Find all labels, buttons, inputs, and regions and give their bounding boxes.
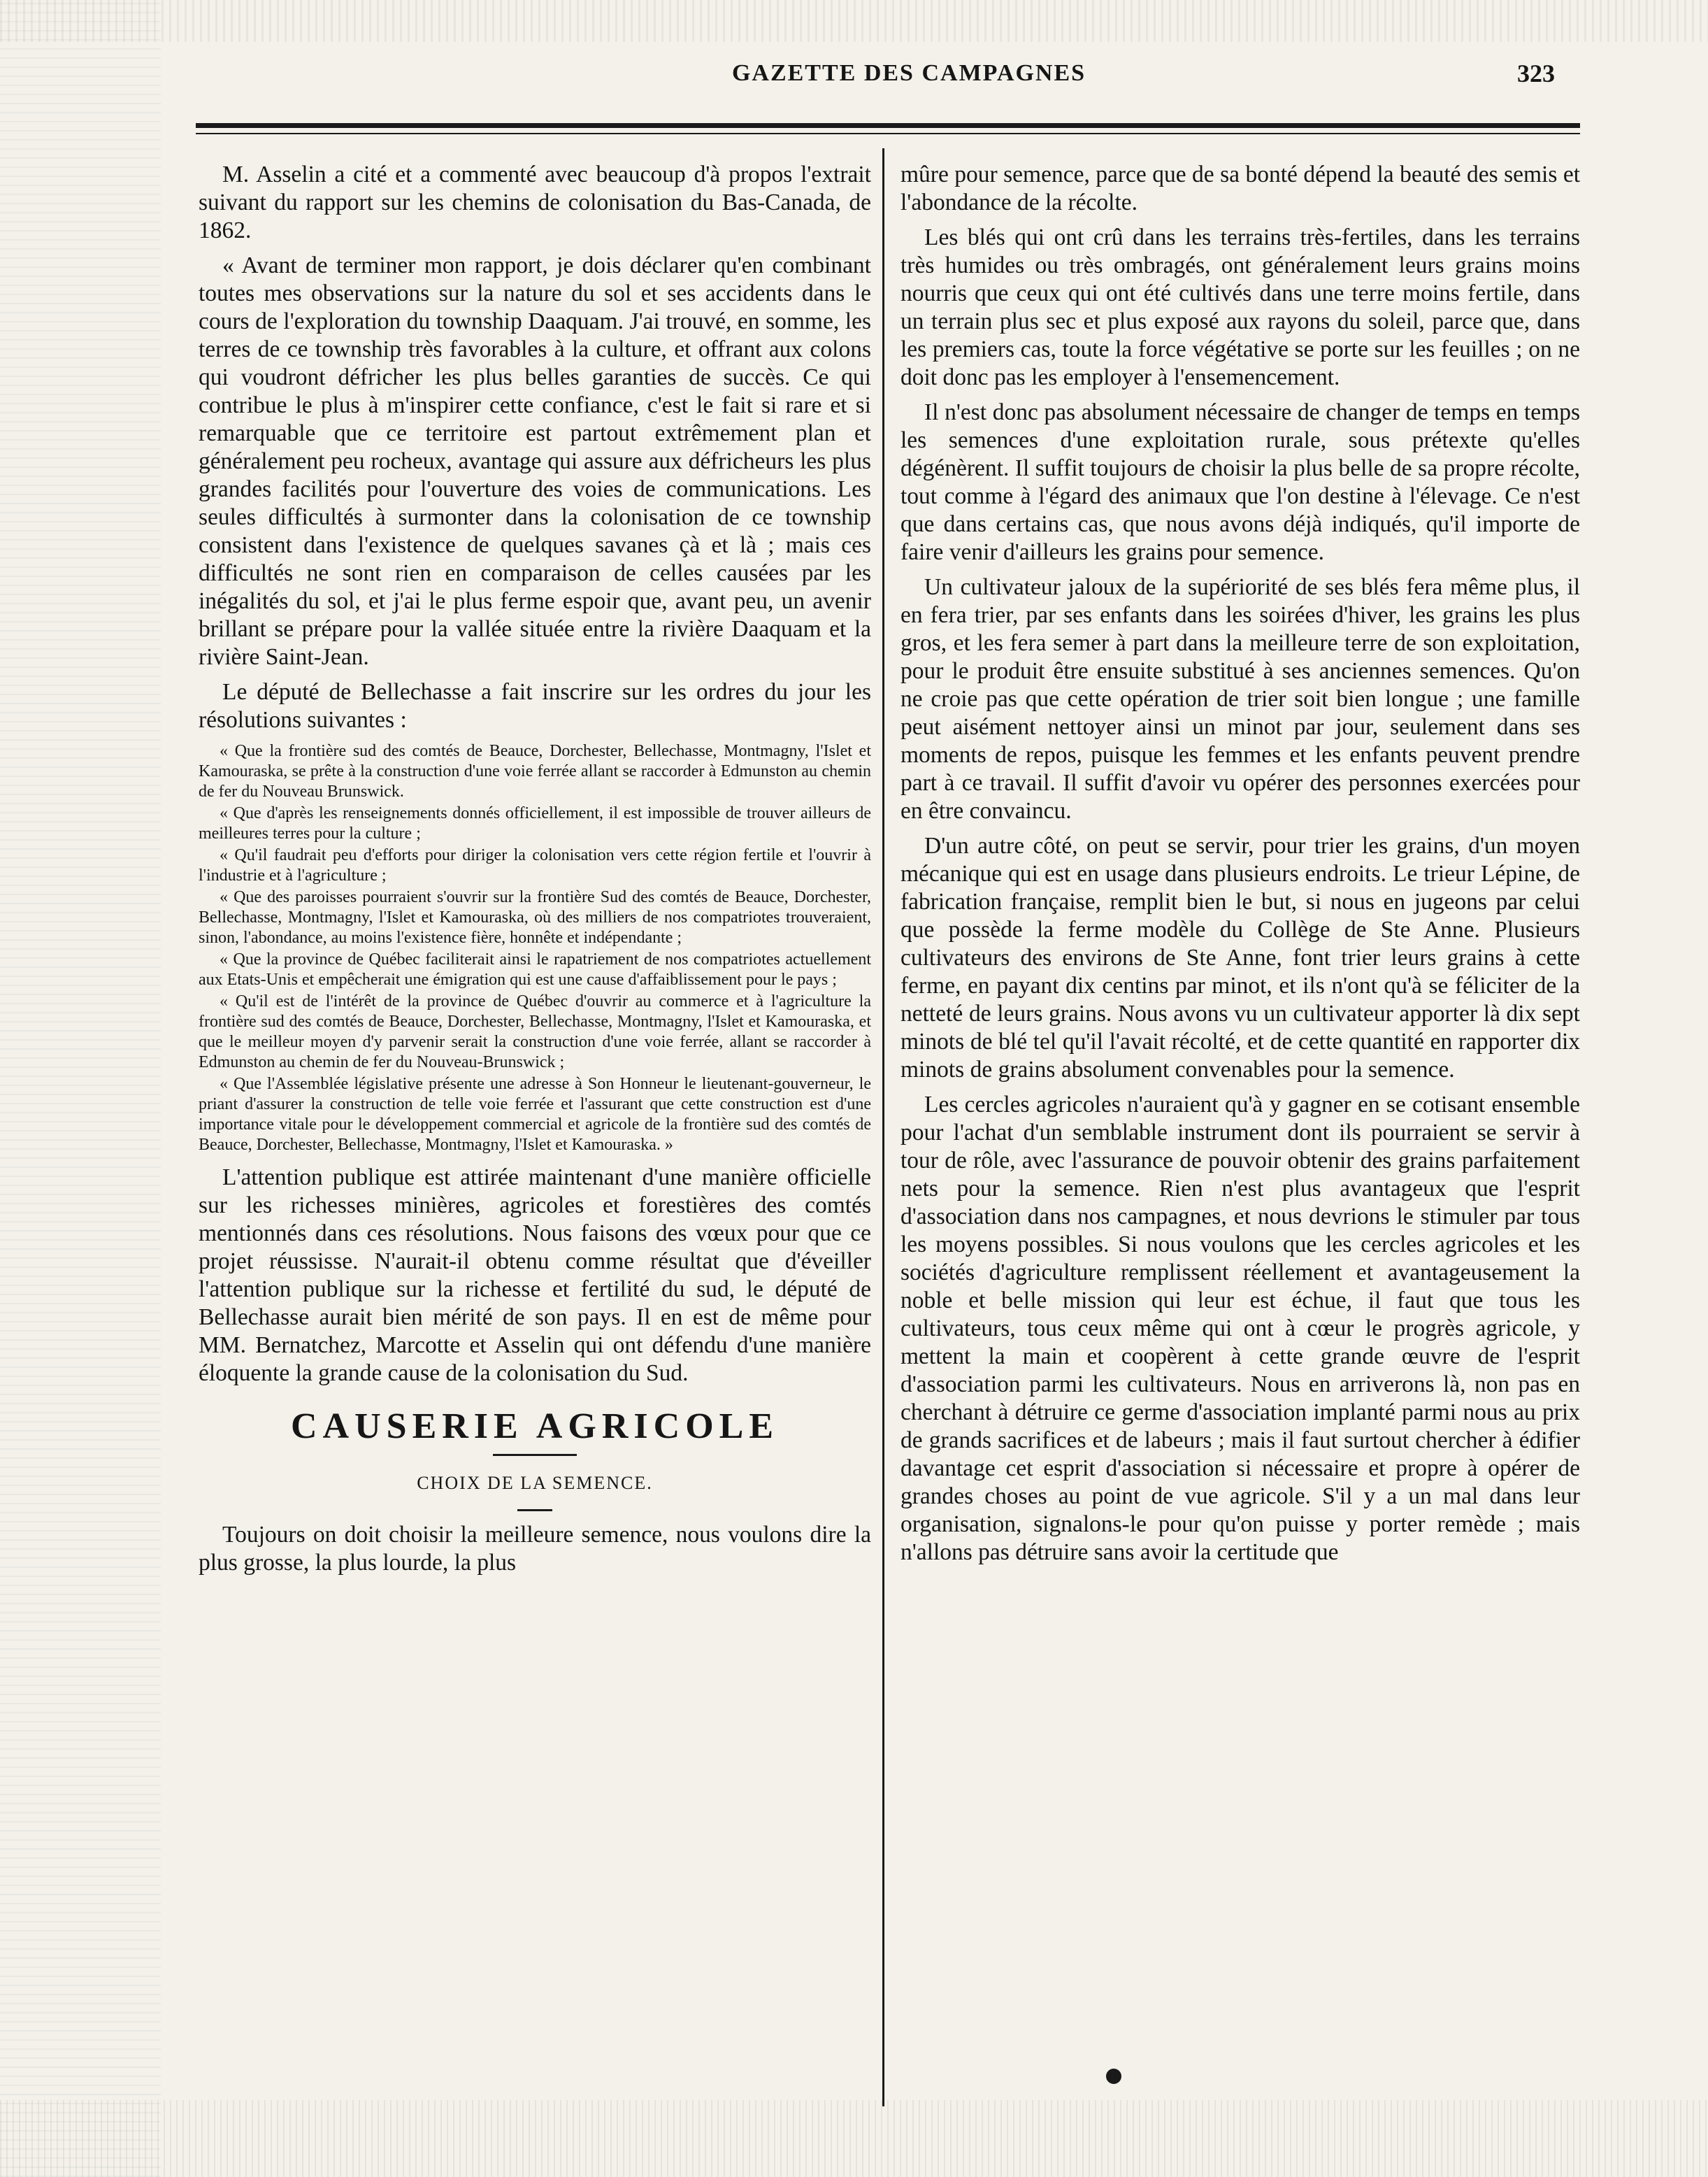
resolution-item: « Que des paroisses pourraient s'ouvrir sur la frontière Sud des comtés de Beauce, Dorchester, Bellechasse, Montmagny, l'Islet et Kamouraska, où des milliers de nos compatriotes trouveraient, sinon, l'abondance, au moins l'existence fière, honnête et indépendante ;	[199, 888, 871, 947]
paragraph: D'un autre côté, on peut se servir, pour trier les grains, d'un moyen mécanique qui est en usage dans plusieurs endroits. Le trieur Lépine, de fabrication française, remplit bien le but, si nous en jugeons par celui que possède la ferme modèle du Collège de Ste Anne. Plusieurs cultivateurs des environs de Ste Anne, font trier leurs grains à cette ferme, en payant dix centins par minot, et ils n'ont qu'à se féliciter de la netteté de leurs grains. Nous avons vu un cultivateur apporter là dix sept minots de blé tel qu'il l'avait récolté, et de cette quantité en rapporter dix minots de grains absolument convenables pour la semence.	[900, 833, 1580, 1083]
print-noise-left	[0, 0, 161, 2177]
masthead-title: GAZETTE DES CAMPAGNES	[731, 60, 1086, 86]
paragraph: « Avant de terminer mon rapport, je dois déclarer qu'en combinant toutes mes observations sur la nature du sol et ses accidents dans le cours de l'exploration du township Daaquam. J'ai trouvé, en somme, les terres de ce township très favorables à la culture, et offrant aux colons qui voudront défricher les plus belles garanties de succès. Ce qui contribue le plus à m'inspirer cette confiance, c'est le fait si rare et si remarquable que ce territoire est partout extrêmement plan et généralement peu rocheux, avantage qui assure aux défricheurs les plus grandes facilités pour l'ouverture des voies de communications. Les seules difficultés à surmonter dans la colonisation de ce township consistent dans l'existence de quelques savanes çà et là ; mais ces difficultés ne sont rien en comparaison de celles causées par les inégalités du sol, et j'ai le plus ferme espoir que, avant peu, un avenir brillant se prépare pour la vallée située entre la rivière Daaquam et la rivière Saint-Jean.	[199, 252, 871, 670]
paragraph: Les cercles agricoles n'auraient qu'à y gagner en se cotisant ensemble pour l'achat d'un semblable instrument dont ils pourraient se servir à tour de rôle, avec l'assurance de pouvoir obtenir des grains parfaitement nets pour la semence. Rien n'est plus avantageux que l'esprit d'association dans nos campagnes, et nous devrions le stimuler par tous les moyens possibles. Si nous voulons que les cercles agricoles et les sociétés d'agriculture remplissent réellement et avantageusement la noble et belle mission qui leur est échue, il faut que tous les cultivateurs, tous ceux même qui ont à cœur le progrès agricole, y mettent la main et coopèrent à cette grande œuvre de l'esprit d'association parmi les cultivateurs. Nous en arriverons là, non pas en cherchant à détruire ce germe d'association implanté parmi nous au prix de grands sacrifices et de labeurs ; mais il faut surtout chercher à édifier davantage cet esprit d'association si nécessaire et propre à opérer de grandes choses au point de vue agricole. S'il y a un mal dans leur organisation, signalons-le pour qu'on puisse y porter remède ; mais n'allons pas détruire sans avoir la certitude que	[900, 1092, 1580, 1565]
section-subtitle: CHOIX DE LA SEMENCE.	[417, 1473, 653, 1493]
section-title: CAUSERIE AGRICOLE	[290, 1406, 780, 1446]
paragraph: mûre pour semence, parce que de sa bonté dépend la beauté des semis et l'abondance de la récolte.	[900, 162, 1580, 215]
section-rule	[493, 1454, 577, 1456]
ink-blot	[1106, 2069, 1121, 2084]
paragraph: Un cultivateur jaloux de la supériorité de ses blés fera même plus, il en fera trier, par ses enfants dans les soirées d'hiver, les grains les plus gros, et les fera semer à part dans la meilleure terre de son exploitation, pour le produit être ensuite substitué à ses anciennes semences. Qu'on ne croie pas que cette opération de trier soit bien longue ; une famille peut aisément nettoyer ainsi un minot par jour, seulement dans ses moments de repos, puisque les femmes et les enfants peuvent prendre part à ce travail. Il suffit d'avoir vu opérer des personnes exercées pour en être convaincu.	[900, 574, 1580, 824]
paragraph: Toujours on doit choisir la meilleure semence, nous voulons dire la plus grosse, la plus lourde, la plus	[199, 1522, 871, 1576]
resolution-item: « Qu'il faudrait peu d'efforts pour diriger la colonisation vers cette région fertile et l'ouvrir à l'industrie et à l'agriculture ;	[199, 846, 871, 885]
page-number: 323	[1517, 59, 1555, 87]
resolution-item: « Que l'Assemblée législative présente une adresse à Son Honneur le lieutenant-gouverneur, le priant d'assurer la construction de telle voie ferrée et l'assurant que cette construction est d'une importance vitale pour le développement commercial et agricole de la frontière sud des comtés de Beauce, Dorchester, Bellechasse, Montmagny, l'Islet et Kamouraska. »	[199, 1075, 871, 1154]
section-rule	[517, 1509, 552, 1511]
print-noise-top	[0, 0, 1708, 42]
left-column	[199, 161, 871, 1584]
resolution-item: « Que la frontière sud des comtés de Beauce, Dorchester, Bellechasse, Montmagny, l'Islet et Kamouraska, se prête à la construction d'une voie ferrée allant se raccorder à Edmunston au chemin de fer du Nouveau Brunswick.	[199, 742, 871, 801]
print-noise-bottom	[0, 2100, 1708, 2177]
paragraph: M. Asselin a cité et a commenté avec beaucoup d'à propos l'extrait suivant du rapport sur les chemins de colonisation du Bas-Canada, de 1862.	[199, 162, 871, 243]
right-column	[900, 161, 1580, 1573]
paragraph: L'attention publique est attirée maintenant d'une manière officielle sur les richesses minières, agricoles et forestières des comtés mentionnés dans ces résolutions. Nous faisons des vœux pour que ce projet réussisse. N'aurait-il obtenu comme résultat que d'éveiller l'attention publique sur la richesse et fertilité du sud, le député de Bellechasse aurait bien mérité de son pays. Il en est de même pour MM. Bernatchez, Marcotte et Asselin qui ont défendu d'une manière éloquente la grande cause de la colonisation du Sud.	[199, 1164, 871, 1386]
paragraph: Il n'est donc pas absolument nécessaire de changer de temps en temps les semences d'une exploitation rurale, sous prétexte qu'elles dégénèrent. Il suffit toujours de choisir la plus belle de sa propre récolte, tout comme à l'égard des animaux que l'on destine à l'élevage. Ce n'est que dans certains cas, que nous avons déjà indiqués, qu'il importe de faire venir d'ailleurs les grains pour semence.	[900, 399, 1580, 565]
paragraph: Les blés qui ont crû dans les terrains très-fertiles, dans les terrains très humides ou très ombragés, ont généralement leurs grains moins nourris que ceux qui ont été cultivés dans une terre moins fertile, dans un terrain plus sec et plus exposé aux rayons du soleil, parce que, dans les premiers cas, toute la force végétative se porte sur les feuilles ; on ne doit donc pas les employer à l'ensemencement.	[900, 224, 1580, 390]
paragraph: Le député de Bellechasse a fait inscrire sur les ordres du jour les résolutions suivantes :	[199, 679, 871, 733]
column-divider	[882, 148, 884, 2106]
header-rule-thick	[196, 123, 1580, 128]
header-rule-thin	[196, 133, 1580, 134]
resolution-item: « Que d'après les renseignements donnés officiellement, il est impossible de trouver ailleurs de meilleures terres pour la culture ;	[199, 804, 871, 843]
resolution-item: « Que la province de Québec faciliterait ainsi le rapatriement de nos compatriotes actuellement aux Etats-Unis et empêcherait une émigration qui est une cause d'affaiblissement pour le pays ;	[199, 950, 871, 989]
resolution-item: « Qu'il est de l'intérêt de la province de Québec d'ouvrir au commerce et à l'agriculture la frontière sud des comtés de Beauce, Dorchester, Bellechasse, Montmagny, l'Islet et Kamouraska, et que le meilleur moyen d'y parvenir serait la construction d'une voie ferrée, allant se raccorder à Edmunston au chemin de fer du Nouveau-Brunswick ;	[199, 992, 871, 1071]
